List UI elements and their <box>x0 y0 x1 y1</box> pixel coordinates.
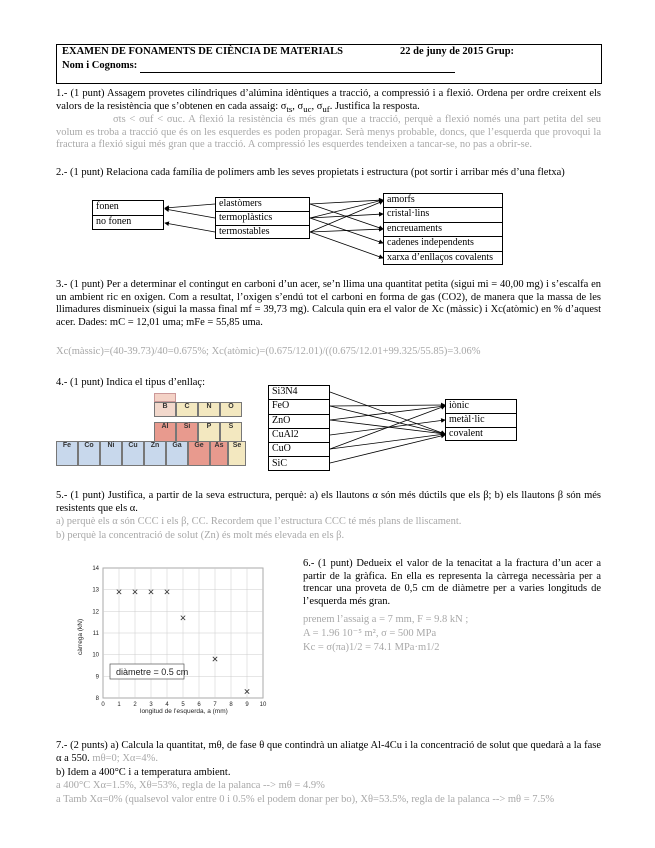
element-As: As <box>210 441 228 466</box>
bond-item: covalent <box>449 428 483 439</box>
exam-date-group: 22 de juny de 2015 Grup: <box>400 46 515 57</box>
question-2: 2.- (1 punt) Relaciona cada família de polímers amb les seves propietats i estructura (pot sortir i arribar més d’una fletxa) <box>56 167 565 178</box>
question-7a: 7.- (2 punts) a) Calcula la quantitat, mθ, de fase θ que contindrà un aliatge Al-4Cu i la concentració de solut que quedarà a la fase α a 550. mθ=0; Xα=4%. <box>56 740 601 764</box>
answer-7b-line2: a Tamb Xα=0% (qualsevol valor entre 0 i 0.5% el podem donar per bo), Xθ=53.5%, regla de la palanca --> mθ = 7.5% <box>56 794 555 805</box>
x-tick-label: 8 <box>229 702 233 708</box>
element-Fe: Fe <box>56 441 78 466</box>
y-tick-label: 11 <box>92 631 99 637</box>
element-Zn: Zn <box>144 441 166 466</box>
chart-ylabel: càrrega (kN) <box>77 618 84 655</box>
question-6: 6.- (1 punt) Dedueix el valor de la tenacitat a la fractura d’un acer a partir de la gràfica. En ella es representa la càrrega necessària per a trencar una proveta de 0,5 cm de diàmetre per a varies longituds de l’esquerda més gran. <box>303 558 601 607</box>
x-tick-label: 2 <box>133 702 137 708</box>
element-Cu: Cu <box>122 441 144 466</box>
x-tick-label: 6 <box>197 702 201 708</box>
answer-6-line1: prenem l’assaig a = 7 mm, F = 9.8 kN ; <box>303 614 469 625</box>
element-Al: Al <box>154 422 176 442</box>
question-1: 1.- (1 punt) Assagem provetes cilíndriques d’alúmina idèntiques a tracció, a compressió i a flexió. Ordena per ordre creixent els valors de la resistència que s’obtenen en cada assaig: $\sigma_{ts}$, $\sigma_{uc}$, $\sigma_{uf}$. Justifica la resposta. <box>56 88 601 114</box>
x-tick-label: 10 <box>259 702 267 708</box>
element-C: C <box>176 402 198 417</box>
element-N: N <box>198 402 220 417</box>
name-label: Nom i Cognoms: <box>62 60 138 71</box>
element-Ga: Ga <box>166 441 188 466</box>
answer-6-line3: Kc = σ(πa)1/2 = 74.1 MPa·m1/2 <box>303 642 440 653</box>
answer-5b: b) perquè la concentració de solut (Zn) és molt més elevada en els β. <box>56 530 345 541</box>
element-Ni: Ni <box>100 441 122 466</box>
question-7b: b) Idem a 400°C i a temperatura ambient. <box>56 767 231 778</box>
answer-5a: a) perquè els α són CCC i els β, CC. Recordem que l’estructura CCC té més plans de lliscament. <box>56 516 462 527</box>
answer-3: Xc(màssic)=(40-39.73)/40=0.675%; Xc(atòmic)=(0.675/12.01)/((0.675/12.01+99.325/55.85)=3.06% <box>56 346 481 357</box>
element-Se: Se <box>228 441 246 466</box>
compound-item: CuAl2 <box>269 429 329 443</box>
answer-7b-line1: a 400°C Xα=1.5%, Xθ=53%, regla de la palanca --> mθ = 4.9% <box>56 780 325 791</box>
polymer-item: elastòmers <box>216 198 309 212</box>
answer-6-line2: A = 1.96 10⁻⁵ m², σ = 500 MPa <box>303 628 437 639</box>
chart-xlabel: longitud de l’esquerda, a (mm) <box>140 708 228 715</box>
question-4: 4.- (1 punt) Indica el tipus d’enllaç: <box>56 377 205 388</box>
structure-item: cristal·lins <box>384 208 502 222</box>
element-Ge: Ge <box>188 441 210 466</box>
melt-item: fonen <box>93 201 163 216</box>
structure-item: encreuaments <box>384 223 502 237</box>
element-S: S <box>220 422 242 442</box>
polymer-item: termoplàstics <box>216 212 309 226</box>
y-tick-label: 9 <box>95 674 99 681</box>
exam-title: EXAMEN DE FONAMENTS DE CIÈNCIA DE MATERIALS <box>62 46 344 57</box>
answer-1: σts < σuf < σuc. A flexió la resistència és més gran que a tracció, perquè a flexió només una part petita del seu volum es troba a tracció que és on les esquerdes es poden propagar. Serà menys probable, doncs, que l’esquerda que provoqui la fractura a flexió sigui més gran que a tracció. A compressió les esquerdes tendeixen a tancar-se, no pas a obrir-se. <box>56 114 602 151</box>
y-tick-label: 10 <box>92 652 99 659</box>
structure-item: amorfs <box>384 194 502 208</box>
x-tick-label: 1 <box>117 702 121 708</box>
element-Co: Co <box>78 441 100 466</box>
compound-item: ZnO <box>269 415 329 429</box>
element-Si: Si <box>176 422 198 442</box>
chart-annotation: diàmetre = 0.5 cm <box>116 667 189 677</box>
bond-item: iònic <box>446 400 516 414</box>
structure-item: xarxa d’enllaços covalents <box>387 251 494 263</box>
compound-item: FeO <box>269 400 329 414</box>
x-tick-label: 0 <box>101 702 105 708</box>
load-vs-crack-chart <box>68 560 278 720</box>
answer-7a: mθ=0; Xα=4%. <box>92 752 158 764</box>
y-tick-label: 12 <box>92 609 99 616</box>
compound-item: SiC <box>272 457 288 469</box>
polymer-item: termostables <box>219 226 270 237</box>
y-tick-label: 8 <box>95 696 99 702</box>
x-tick-label: 5 <box>181 702 185 708</box>
x-tick-label: 9 <box>245 702 249 708</box>
question-3: 3.- (1 punt) Per a determinar el contingut en carboni d’un acer, se’n llima una quantitat petita (sigui mi = 40,00 mg) i s’escalfa en un ambient ric en oxigen. Com a resultat, l’oxigen s’endú tot el carboni en forma de gas (CO2), de manera que la massa de les llimadures disminueix (sigui la massa final mf = 39,73 mg). Calcula quin era el valor de Xc (màssic) i Xc(atòmic) en % d’aquest acer. Dades: mC = 12,01 uma; mFe = 55,85 uma. <box>56 279 601 328</box>
x-tick-label: 4 <box>165 702 169 708</box>
element-P: P <box>198 422 220 442</box>
question-5: 5.- (1 punt) Justifica, a partir de la seva estructura, perquè: a) els llautons α són més dúctils que els β; b) els llautons β són més resistents que els α. <box>56 490 601 514</box>
x-tick-label: 7 <box>213 702 217 708</box>
y-tick-label: 13 <box>92 587 99 594</box>
x-tick-label: 3 <box>149 702 153 708</box>
compound-item: CuO <box>269 443 329 457</box>
structure-item: cadenes independents <box>384 237 502 251</box>
element-O: O <box>220 402 242 417</box>
compound-item: Si3N4 <box>269 386 329 400</box>
bond-item: metàl·lic <box>446 414 516 428</box>
element-B: B <box>154 402 176 417</box>
melt-item: no fonen <box>96 216 132 227</box>
y-tick-label: 14 <box>92 566 99 572</box>
